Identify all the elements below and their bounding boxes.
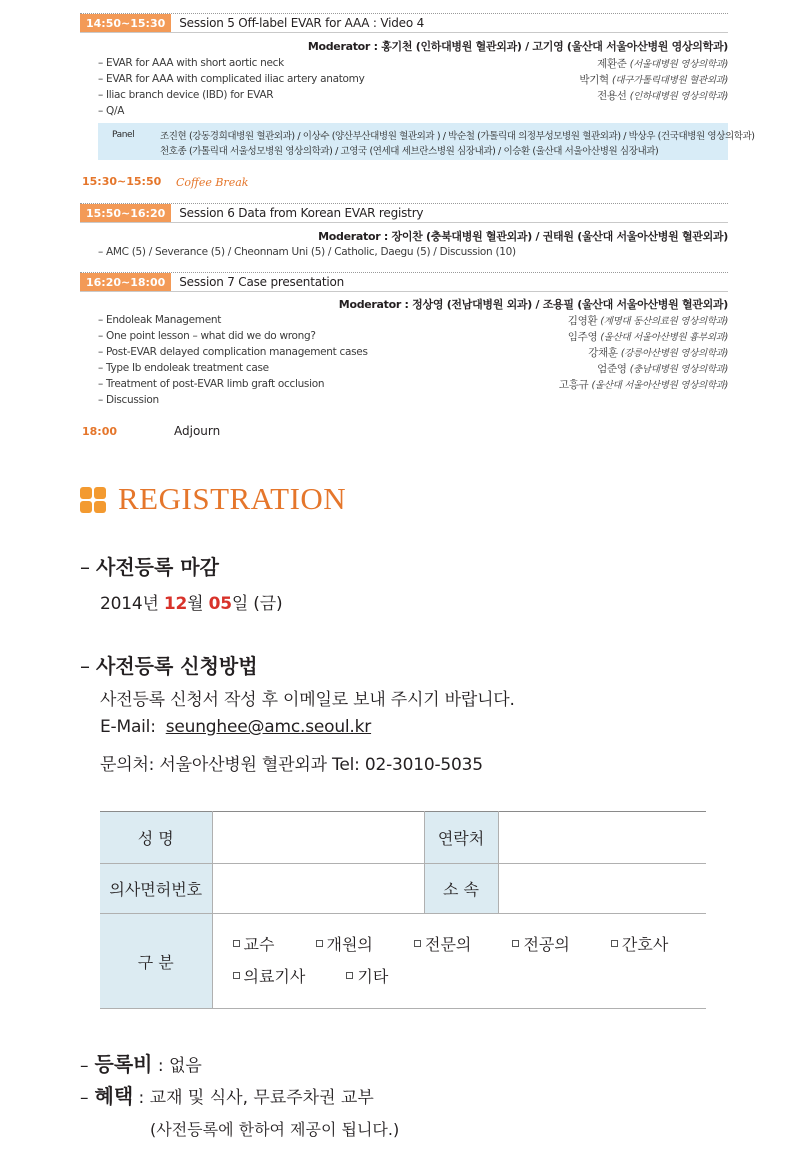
checkbox-nurse[interactable]: 간호사 bbox=[611, 935, 686, 954]
session-6-time: 15:50~16:20 bbox=[80, 204, 171, 222]
item-topic: – Discussion bbox=[98, 394, 159, 406]
item-topic: – Type Ib endoleak treatment case bbox=[98, 362, 269, 374]
session-7-moderator: Moderator : 정상영 (전남대병원 외과) / 조용필 (울산대 서울아산병원 혈관외과) bbox=[338, 298, 728, 311]
deadline-date: 2014년 12월 05일 (금) bbox=[100, 594, 283, 614]
checkbox-icon bbox=[414, 940, 421, 947]
session-5-title: Session 5 Off-label EVAR for AAA : Video 4 bbox=[179, 16, 425, 30]
list-item bbox=[98, 392, 728, 408]
category-options-row-2 bbox=[213, 961, 707, 993]
name-field[interactable] bbox=[212, 812, 424, 864]
name-label: 성 명 bbox=[100, 812, 212, 864]
coffee-break-label: Coffee Break bbox=[176, 176, 249, 189]
email-link[interactable]: seunghee@amc.seoul.kr bbox=[165, 717, 372, 737]
benefit-note: (사전등록에 한하여 제공이 됩니다.) bbox=[150, 1120, 400, 1139]
four-squares-icon bbox=[80, 487, 106, 513]
list-item bbox=[98, 360, 728, 376]
item-topic: – One point lesson – what did we do wrong? bbox=[98, 330, 316, 342]
item-speaker: 김영환 (계명대 동산의료원 영상의학과) bbox=[567, 314, 728, 327]
item-speaker: 강채훈 (강릉아산병원 영상의학과) bbox=[588, 346, 728, 359]
list-item bbox=[98, 344, 728, 360]
session-6-title: Session 6 Data from Korean EVAR registry bbox=[179, 206, 424, 220]
affiliation-label: 소 속 bbox=[424, 864, 498, 914]
list-item bbox=[98, 71, 728, 87]
list-item bbox=[98, 312, 728, 328]
item-topic: – Iliac branch device (IBD) for EVAR bbox=[98, 89, 274, 101]
item-topic: – AMC (5) / Severance (5) / Cheonnam Uni (5) / Catholic, Daegu (5) / Discussion (10) bbox=[98, 246, 516, 258]
phone-field[interactable] bbox=[498, 812, 706, 864]
item-topic: – Treatment of post-EVAR limb graft occlusion bbox=[98, 378, 325, 390]
session-5-time: 14:50~15:30 bbox=[80, 14, 171, 32]
contact-line: 문의처: 서울아산병원 혈관외과 Tel: 02-3010-5035 bbox=[100, 755, 483, 775]
registration-title: REGISTRATION bbox=[118, 481, 347, 516]
session-5-moderator: Moderator : 홍기천 (인하대병원 혈관외과) / 고기영 (울산대 서울아산병원 영상의학과) bbox=[307, 40, 728, 53]
affiliation-field[interactable] bbox=[498, 864, 706, 914]
checkbox-icon bbox=[316, 940, 323, 947]
checkbox-resident[interactable]: 전공의 bbox=[512, 935, 587, 954]
list-item bbox=[98, 328, 728, 344]
checkbox-icon bbox=[346, 972, 353, 979]
category-options-row-1 bbox=[213, 929, 707, 961]
method-description: 사전등록 신청서 작성 후 이메일로 보내 주시기 바랍니다. bbox=[100, 690, 515, 710]
panel-line-1: 조진현 (강동경희대병원 혈관외과) / 이상수 (양산부산대병원 혈관외과 ) / 박순철 (가톨릭대 의정부성모병원 혈관외과) / 박상우 (건국대병원 영상의학과) bbox=[160, 131, 755, 142]
session-5-header bbox=[80, 13, 728, 33]
checkbox-icon bbox=[512, 940, 519, 947]
session-7-title: Session 7 Case presentation bbox=[179, 275, 345, 289]
checkbox-icon bbox=[233, 972, 240, 979]
method-heading: – 사전등록 신청방법 bbox=[80, 654, 258, 678]
adjourn-label: Adjourn bbox=[174, 424, 221, 438]
item-topic: – Endoleak Management bbox=[98, 314, 222, 326]
checkbox-practitioner[interactable]: 개원의 bbox=[316, 935, 391, 954]
item-speaker: 박기혁 (대구가톨릭대병원 혈관외과) bbox=[579, 73, 728, 86]
registration-form-table bbox=[100, 811, 706, 1009]
license-label: 의사면허번호 bbox=[100, 864, 212, 914]
list-item bbox=[98, 376, 728, 392]
item-topic: – EVAR for AAA with short aortic neck bbox=[98, 57, 284, 69]
fee-line: – 등록비 : 없음 bbox=[80, 1052, 202, 1076]
session-7-header bbox=[80, 272, 728, 292]
email-line: E-Mail: seunghee@amc.seoul.kr bbox=[100, 717, 372, 737]
panel-line-2: 천호종 (가톨릭대 서울성모병원 영상의학과) / 고영국 (연세대 세브란스병원 심장내과) / 이승환 (울산대 서울아산병원 심장내과) bbox=[160, 146, 659, 157]
item-speaker: 임주영 (울산대 서울아산병원 흉부외과) bbox=[567, 330, 728, 343]
item-topic: – Post-EVAR delayed complication management cases bbox=[98, 346, 368, 358]
checkbox-icon bbox=[611, 940, 618, 947]
item-speaker: 전용선 (인하대병원 영상의학과) bbox=[597, 89, 728, 102]
list-item bbox=[98, 244, 728, 260]
phone-label: 연락처 bbox=[424, 812, 498, 864]
checkbox-icon bbox=[233, 940, 240, 947]
session-7-time: 16:20~18:00 bbox=[80, 273, 171, 291]
adjourn-time: 18:00 bbox=[82, 425, 118, 438]
item-speaker: 엄준영 (충남대병원 영상의학과) bbox=[597, 362, 728, 375]
category-label: 구 분 bbox=[100, 914, 212, 1009]
category-options bbox=[212, 914, 706, 1009]
list-item bbox=[98, 55, 728, 71]
benefit-line: – 혜택 : 교재 및 식사, 무료주차권 교부 bbox=[80, 1084, 374, 1108]
checkbox-specialist[interactable]: 전문의 bbox=[414, 935, 489, 954]
item-speaker: 고흥규 (울산대 서울아산병원 영상의학과) bbox=[558, 378, 728, 391]
checkbox-technician[interactable]: 의료기사 bbox=[233, 967, 324, 986]
list-item bbox=[98, 103, 728, 119]
checkbox-other[interactable]: 기타 bbox=[346, 967, 406, 986]
deadline-heading: – 사전등록 마감 bbox=[80, 555, 219, 579]
session-6-moderator: Moderator : 장이찬 (충북대병원 혈관외과) / 권태원 (울산대 서울아산병원 혈관외과) bbox=[318, 230, 728, 243]
item-topic: – EVAR for AAA with complicated iliac artery anatomy bbox=[98, 73, 365, 85]
coffee-break-time: 15:30~15:50 bbox=[82, 175, 162, 188]
license-field[interactable] bbox=[212, 864, 424, 914]
panel-box bbox=[98, 123, 755, 160]
list-item bbox=[98, 87, 728, 103]
item-speaker: 제환준 (서울대병원 영상의학과) bbox=[597, 57, 728, 70]
item-topic: – Q/A bbox=[98, 105, 125, 117]
checkbox-professor[interactable]: 교수 bbox=[233, 935, 293, 954]
panel-label: Panel bbox=[112, 130, 135, 140]
session-6-header bbox=[80, 203, 728, 223]
